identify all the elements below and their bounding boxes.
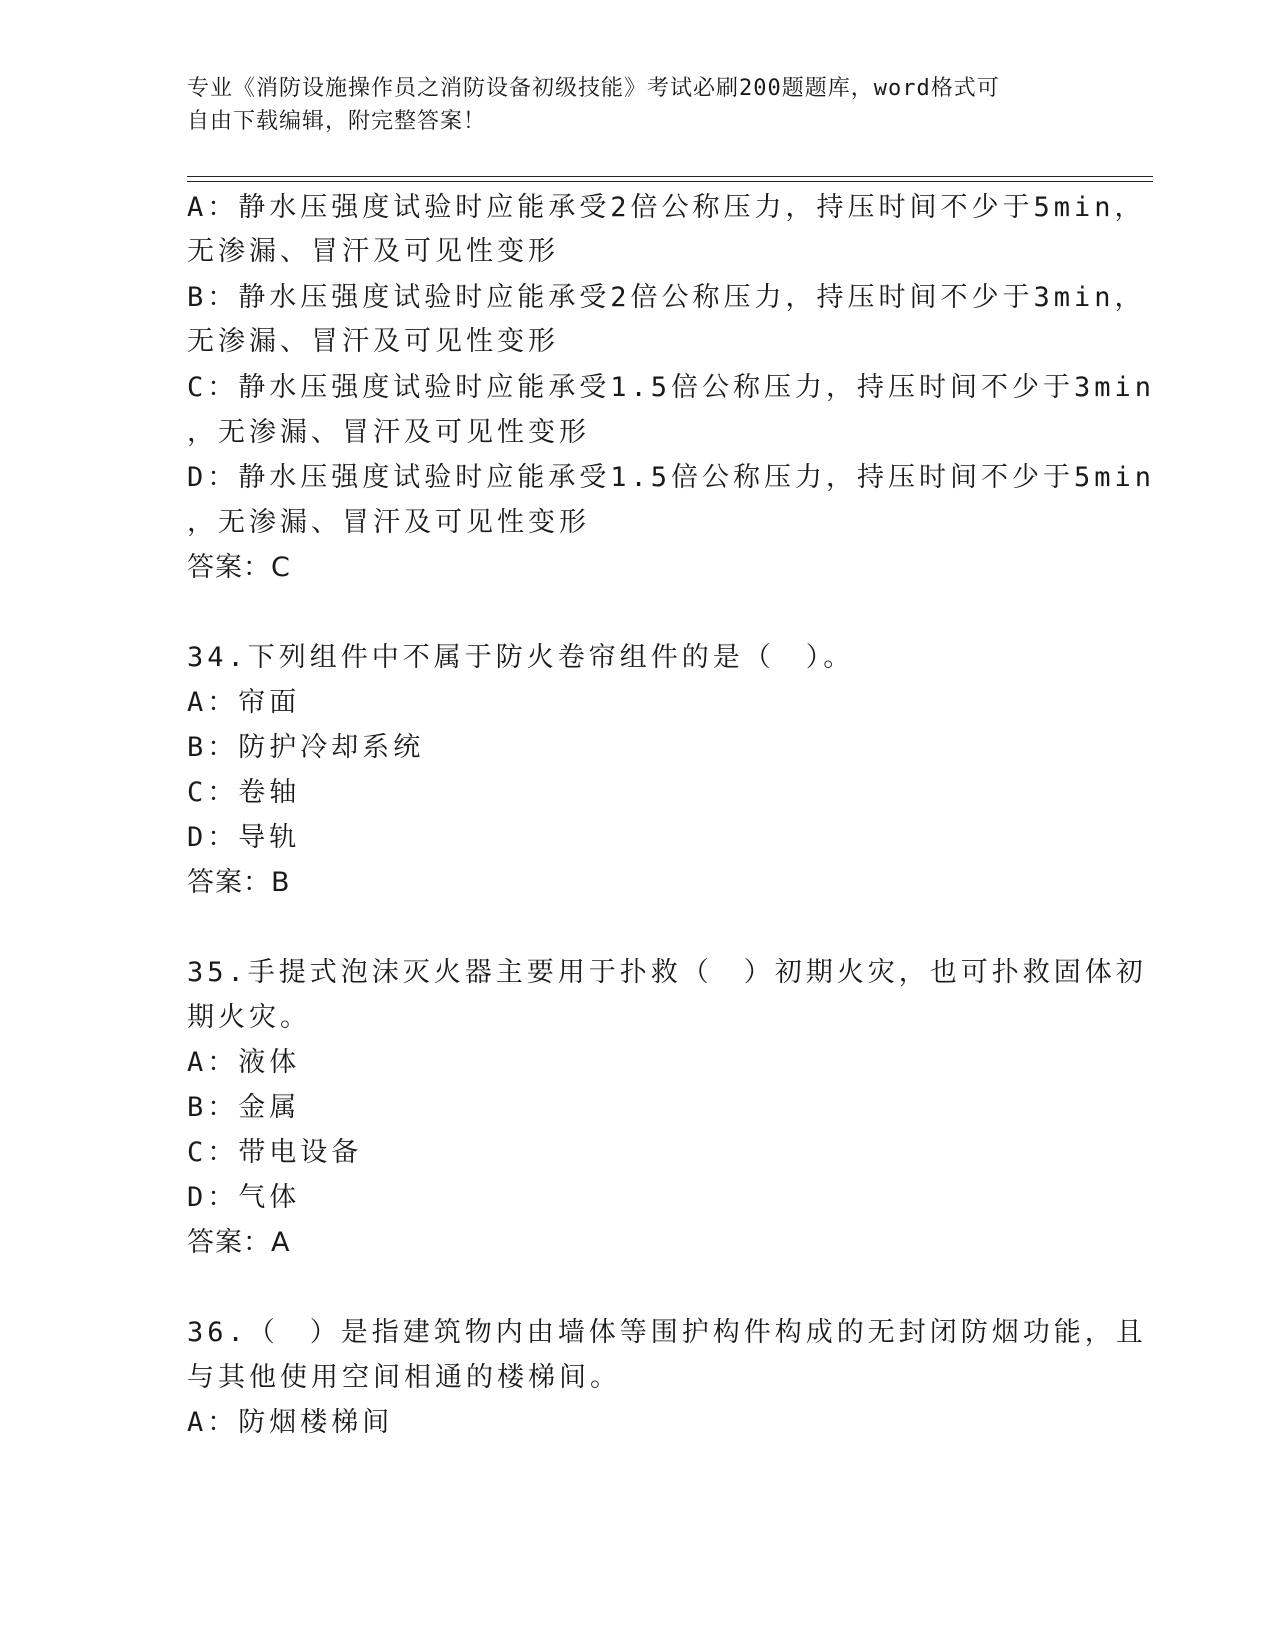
header-line-1: 专业《消防设施操作员之消防设备初级技能》考试必刷200题题库，word格式可 (187, 76, 1000, 101)
q36-question-line1: 36.（ ）是指建筑物内由墙体等围护构件构成的无封闭防烟功能，且 (187, 1317, 1147, 1348)
q33-option-c-line2: ，无渗漏、冒汗及可见性变形 (187, 417, 590, 448)
q33-option-a-line1: A：静水压强度试验时应能承受2倍公称压力，持压时间不少于5min， (187, 192, 1146, 223)
q33-option-d-line1: D：静水压强度试验时应能承受1.5倍公称压力，持压时间不少于5min (187, 462, 1156, 493)
q33-option-d-line2: ，无渗漏、冒汗及可见性变形 (187, 507, 590, 538)
q33-option-a-line2: 无渗漏、冒汗及可见性变形 (187, 236, 559, 267)
q35-option-d: D：气体 (187, 1182, 301, 1213)
q33-option-b-line2: 无渗漏、冒汗及可见性变形 (187, 326, 559, 357)
q33-option-b-line1: B：静水压强度试验时应能承受2倍公称压力，持压时间不少于3min， (187, 282, 1146, 313)
header-divider-bottom (187, 181, 1153, 182)
header-divider-top (187, 176, 1153, 177)
header-line-2: 自由下载编辑，附完整答案！ (187, 109, 487, 134)
q34-option-c: C：卷轴 (187, 777, 301, 808)
q35-option-c: C：带电设备 (187, 1137, 363, 1168)
q34-option-a: A：帘面 (187, 687, 301, 718)
q34-option-d: D：导轨 (187, 822, 301, 853)
q35-option-b: B：金属 (187, 1092, 301, 1123)
q34-question: 34.下列组件中不属于防火卷帘组件的是（ ）。 (187, 642, 855, 673)
page-header (187, 72, 1087, 138)
q35-option-a: A：液体 (187, 1047, 301, 1078)
q35-answer: 答案：A (187, 1227, 291, 1258)
q35-question-line1: 35.手提式泡沫灭火器主要用于扑救（ ）初期火灾，也可扑救固体初 (187, 957, 1147, 988)
q34-option-b: B：防护冷却系统 (187, 732, 425, 763)
q33-option-c-line1: C：静水压强度试验时应能承受1.5倍公称压力，持压时间不少于3min (187, 372, 1156, 403)
q36-question-line2: 与其他使用空间相通的楼梯间。 (187, 1362, 621, 1393)
q33-answer: 答案：C (187, 552, 291, 583)
q34-answer: 答案：B (187, 867, 291, 898)
q36-option-a: A：防烟楼梯间 (187, 1407, 394, 1438)
q35-question-line2: 期火灾。 (187, 1002, 311, 1033)
